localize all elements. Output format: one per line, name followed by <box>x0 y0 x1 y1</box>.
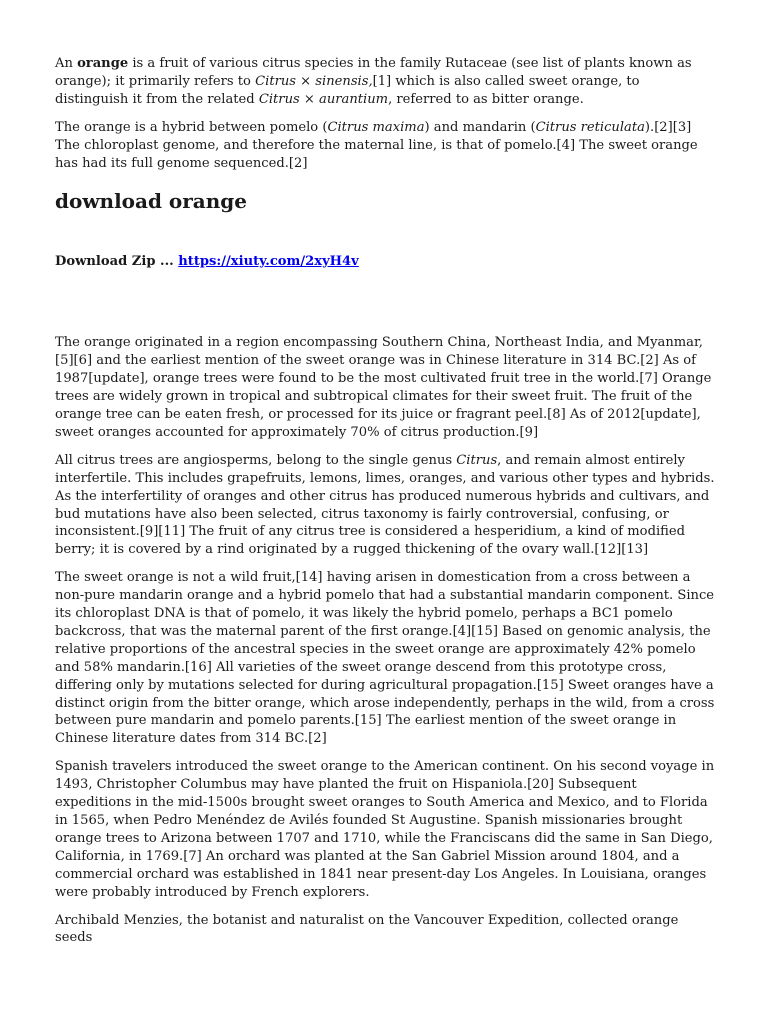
scientific-name: aurantium <box>319 91 389 107</box>
download-link[interactable]: https://xiuty.com/2xyH4v <box>178 254 359 270</box>
text-run: , referred to as bitter orange. <box>388 91 584 107</box>
text-run: is a fruit of various citrus species in the family Rutaceae (see list of plants known as orange); it primarily refers to <box>55 56 692 89</box>
document-page <box>55 55 717 947</box>
text-run: ) and mandarin ( <box>424 119 536 135</box>
bold-term-orange: orange <box>77 56 129 71</box>
body-paragraph-1: The orange originated in a region encompassing Southern China, Northeast India, and Myanmar,[5][6] and the earliest mention of the sweet orange was in Chinese literature in 314 BC.[2] As of 1987[update], orange trees were found to be the most cultivated fruit tree in the world.[7] Orange trees are widely grown in tropical and subtropical climates for their sweet fruit. The fruit of the orange tree can be eaten fresh, or processed for its juice or fragrant peel.[8] As of 2012[update], sweet oranges accounted for approximately 70% of citrus production.[9] <box>55 335 712 440</box>
body-paragraph-2 <box>55 452 717 559</box>
text-run: All citrus trees are angiosperms, belong to the single genus <box>55 452 457 468</box>
body-paragraph-4: Spanish travelers introduced the sweet orange to the American continent. On his second voyage in 1493, Christopher Columbus may have planted the fruit on Hispaniola.[20] Subsequent expeditions in the mid-1500s brought sweet oranges to South America and Mexico, and to Florida in 1565, when Pedro Menéndez de Avilés founded St Augustine. Spanish missionaries brought orange trees to Arizona between 1707 and 1710, while the Franciscans did the same in San Diego, California, in 1769.[7] An orchard was planted at the San Gabriel Mission around 1804, and a commercial orchard was established in 1841 near present-day Los Angeles. In Louisiana, oranges were probably introduced by French explorers. <box>55 759 715 900</box>
section-heading: download orange <box>55 189 248 214</box>
text-run: × <box>296 73 316 89</box>
scientific-name: Citrus maxima <box>327 119 425 135</box>
text-run: The orange is a hybrid between pomelo ( <box>55 119 328 135</box>
body-paragraph-5: Archibald Menzies, the botanist and naturalist on the Vancouver Expedition, collected orange seeds <box>55 912 679 946</box>
body-paragraph-3: The sweet orange is not a wild fruit,[14] having arisen in domestication from a cross between a non-pure mandarin orange and a hybrid pomelo that had a substantial mandarin component. Since its chloroplast DNA is that of pomelo, it was likely the hybrid pomelo, perhaps a BC1 pomelo backcross, that was the maternal parent of the first orange.[4][15] Based on genomic analysis, the relative proportions of the ancestral species in the sweet orange are approximately 42% pomelo and 58% mandarin.[16] All varieties of the sweet orange descend from this prototype cross, differing only by mutations selected for during agricultural propagation.[15] Sweet oranges have a distinct origin from the bitter orange, which arose independently, perhaps in the wild, from a cross between pure mandarin and pomelo parents.[15] The earliest mention of the sweet orange in Chinese literature dates from 314 BC.[2] <box>55 570 715 747</box>
text-run: An <box>55 56 78 71</box>
scientific-name: Citrus <box>255 73 296 89</box>
scientific-name: sinensis, <box>315 73 373 89</box>
text-run: × <box>299 91 320 107</box>
scientific-name: Citrus <box>258 91 300 107</box>
text-run: [1] which is also called sweet orange, to distinguish it from the related <box>55 73 640 107</box>
text-run: ).[2][3] The chloroplast genome, and therefore the maternal line, is that of pomelo.[4] The sweet orange has had its full genome sequenced.[2] <box>55 119 698 171</box>
download-line <box>55 253 717 271</box>
intro-paragraph-2 <box>55 119 717 173</box>
scientific-name: Citrus reticulata <box>535 119 645 135</box>
download-label: Download Zip ... <box>55 254 179 270</box>
text-run: , and remain almost entirely interfertile. This includes grapefruits, lemons, limes, oranges, and various other types and hybrids. As the interfertility of oranges and other citrus has produced numerous hybrids and cultivars, and bud mutations have also been selected, citrus taxonomy is fairly controversial, confusing, or inconsistent.[9][11] The fruit of any citrus tree is considered a hesperidium, a kind of modified berry; it is covered by a rind originated by a rugged thickening of the ovary wall.[12][13] <box>55 452 715 558</box>
genus-name: Citrus <box>456 452 498 468</box>
intro-paragraph-1 <box>55 55 717 109</box>
